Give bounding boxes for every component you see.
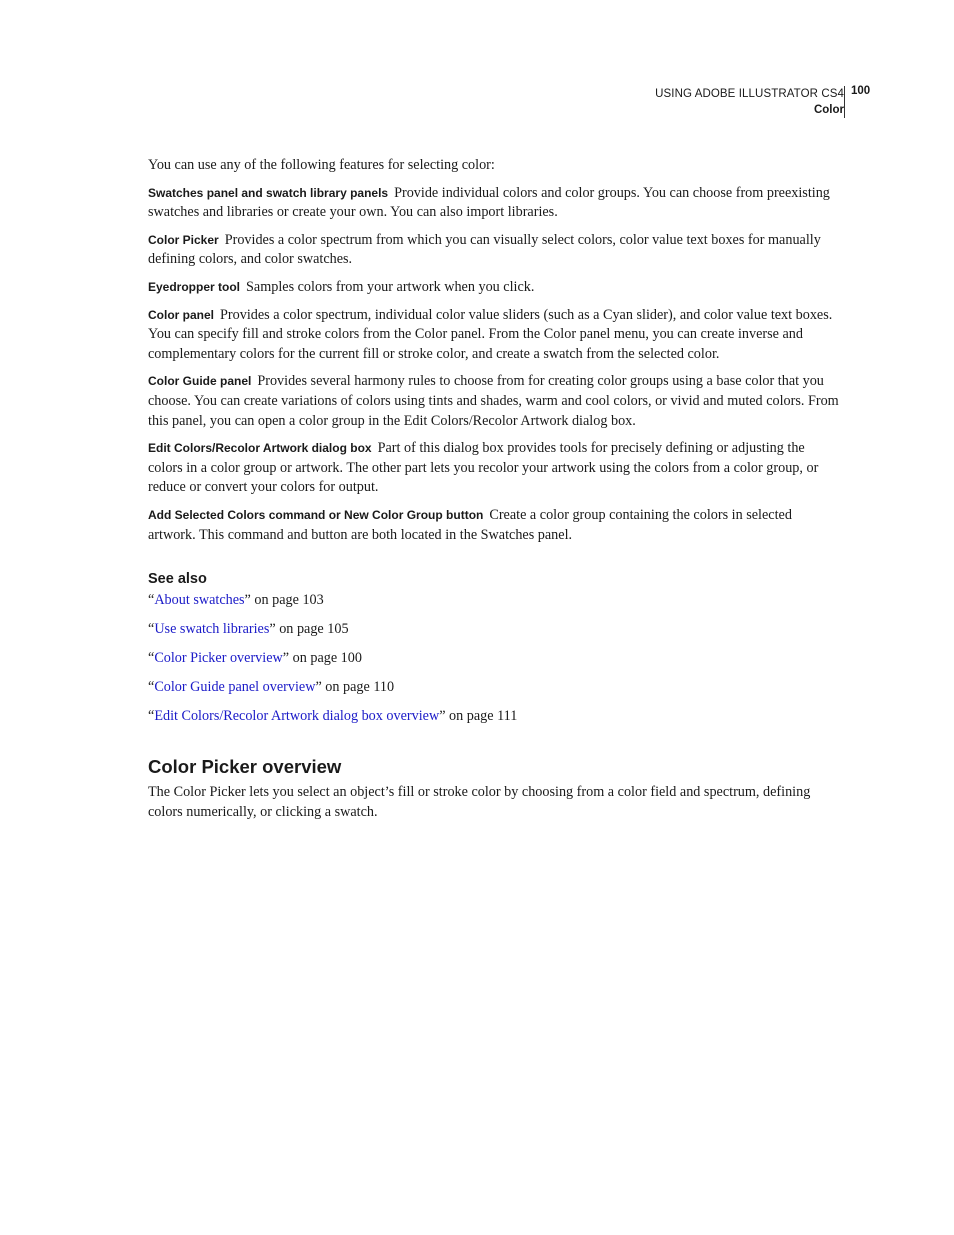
see-also-item (148, 620, 840, 640)
intro-paragraph: You can use any of the following features for selecting color: (148, 157, 495, 173)
section-heading: Color Picker overview (148, 756, 342, 778)
feature-term: Color Guide panel (148, 374, 252, 389)
quote-open: “ (148, 679, 155, 696)
page-reference: ” on page 110 (315, 679, 395, 696)
document-title: USING ADOBE ILLUSTRATOR CS4 (655, 88, 844, 100)
see-also-link[interactable]: Color Guide panel overview (154, 679, 316, 696)
see-also-link[interactable]: Edit Colors/Recolor Artwork dialog box overview (154, 708, 440, 725)
page-reference: ” on page 100 (282, 650, 362, 667)
feature-item (148, 506, 840, 545)
quote-open: “ (148, 621, 155, 638)
header-divider (844, 86, 845, 118)
feature-term: Swatches panel and swatch library panels (148, 185, 389, 200)
feature-term: Add Selected Colors command or New Color Group button (148, 507, 484, 522)
see-also-heading: See also (148, 571, 207, 588)
feature-term: Edit Colors/Recolor Artwork dialog box (148, 441, 372, 456)
feature-text: Samples colors from your artwork when you click. (246, 278, 535, 295)
section-body: The Color Picker lets you select an object’s fill or stroke color by choosing from a color field and spectrum, defining colors numerically, or clicking a swatch. (148, 784, 811, 820)
see-also-link[interactable]: Use swatch libraries (154, 621, 270, 638)
see-also-item (148, 707, 840, 727)
see-also-item (148, 649, 840, 669)
page-number: 100 (851, 85, 871, 97)
feature-text: Provides a color spectrum, individual color value sliders (such as a Cyan slider), and color value text boxes. You can specify fill and stroke colors from the Color panel. From the Color panel menu, you can create inverse and complementary colors for the current fill or stroke color, and create a swatch from the selected color. (148, 306, 833, 362)
feature-term: Color panel (148, 307, 215, 322)
see-also-item (148, 678, 840, 698)
feature-text: Create a color group containing the colors in selected artwork. This command and button are both located in the Swatches panel. (148, 506, 792, 543)
quote-open: “ (148, 708, 155, 725)
feature-item (148, 278, 840, 298)
feature-item (148, 439, 840, 498)
feature-item (148, 306, 840, 365)
feature-term: Color Picker (148, 232, 219, 247)
feature-text: Part of this dialog box provides tools for precisely defining or adjusting the colors in a color group or artwork. The other part lets you recolor your artwork using the colors from a color group, or reduce or convert your colors for output. (148, 440, 819, 496)
see-also-link[interactable]: About swatches (154, 592, 245, 609)
feature-item (148, 184, 840, 223)
page-content (148, 156, 840, 830)
quote-open: “ (148, 650, 155, 667)
feature-term: Eyedropper tool (148, 279, 241, 294)
feature-item (148, 372, 840, 431)
feature-text: Provide individual colors and color groups. You can choose from preexisting swatches and libraries or create your own. You can also import libraries. (148, 184, 830, 221)
running-header (655, 86, 844, 118)
page-reference: ” on page 103 (244, 592, 324, 609)
page-reference: ” on page 111 (439, 708, 518, 725)
see-also-link[interactable]: Color Picker overview (154, 650, 283, 667)
feature-text: Provides a color spectrum from which you can visually select colors, color value text boxes for manually defining colors, and color swatches. (148, 231, 821, 268)
page-reference: ” on page 105 (269, 621, 349, 638)
see-also-item (148, 591, 840, 611)
quote-open: “ (148, 592, 155, 609)
feature-text: Provides several harmony rules to choose from for creating color groups using a base color that you choose. You can create variations of colors using tints and shades, warm and cool colors, or vivid and muted colors. From this panel, you can open a color group in the Edit Colors/Recolor Artwork dialog box. (148, 373, 839, 429)
section-name: Color (813, 104, 844, 116)
feature-item (148, 231, 840, 270)
